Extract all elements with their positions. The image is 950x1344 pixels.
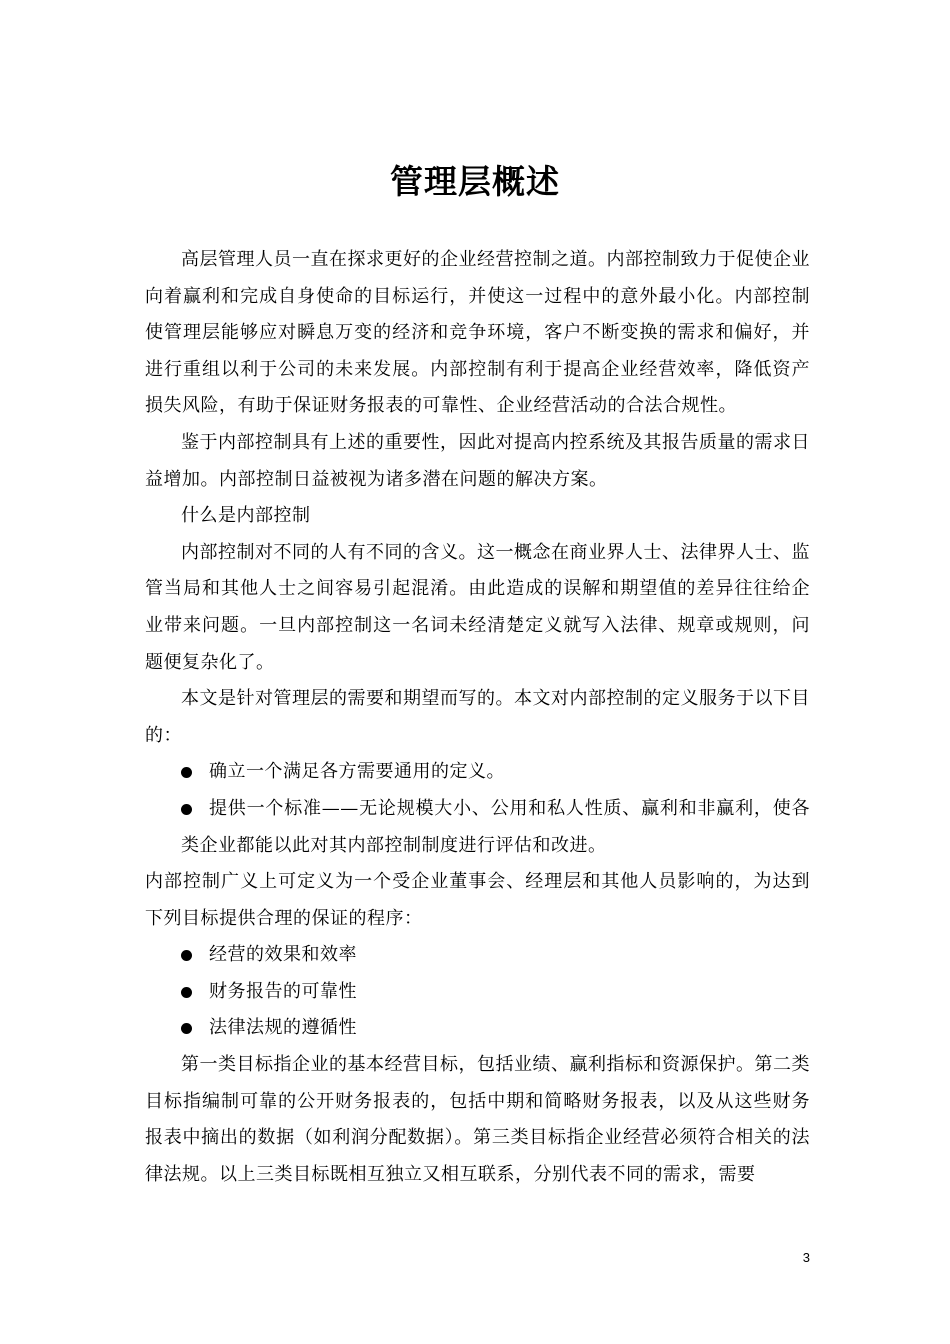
bullet-icon	[181, 1023, 192, 1034]
page-title: 管理层概述	[390, 162, 560, 202]
paragraph-definition: 内部控制广义上可定义为一个受企业董事会、经理层和其他人员影响的，为达到下列目标提供合理的保证的程序：	[145, 871, 810, 929]
list-item-text: 提供一个标准——无论规模大小、公用和私人性质、赢利和非赢利，使各类企业都能以此对其内部控制制度进行评估和改进。	[181, 797, 810, 856]
bullet-icon	[181, 804, 192, 815]
list-item	[145, 754, 810, 791]
paragraph-importance: 鉴于内部控制具有上述的重要性，因此对提高内控系统及其报告质量的需求日益增加。内部控制日益被视为诸多潜在问题的解决方案。	[145, 431, 810, 490]
list-item	[145, 937, 810, 974]
page-number: 3	[802, 1250, 810, 1265]
list-item	[145, 974, 810, 1011]
list-item-text: 经营的效果和效率	[209, 944, 357, 966]
paragraph-purpose: 本文是针对管理层的需要和期望而写的。本文对内部控制的定义服务于以下目的：	[145, 688, 810, 746]
list-item-text: 法律法规的遵循性	[209, 1017, 357, 1039]
bullet-icon	[181, 987, 192, 998]
bullet-icon	[181, 767, 192, 778]
list-item-text: 财务报告的可靠性	[209, 980, 357, 1002]
list-item	[145, 1010, 810, 1047]
paragraph-objectives: 第一类目标指企业的基本经营目标，包括业绩、赢利指标和资源保护。第二类目标指编制可靠的公开财务报表的，包括中期和简略财务报表，以及从这些财务报表中摘出的数据（如利润分配数据）。第三类目标指企业经营必须符合相关的法律法规。以上三类目标既相互独立又相互联系，分别代表不同的需求，需要	[145, 1054, 810, 1185]
paragraph-intro: 高层管理人员一直在探求更好的企业经营控制之道。内部控制致力于促使企业向着赢利和完成自身使命的目标运行，并使这一过程中的意外最小化。内部控制使管理层能够应对瞬息万变的经济和竞争环境，客户不断变换的需求和偏好，并进行重组以利于公司的未来发展。内部控制有利于提高企业经营效率，降低资产损失风险，有助于保证财务报表的可靠性、企业经营活动的合法合规性。	[145, 249, 810, 417]
list-item	[145, 791, 810, 864]
document-body	[145, 242, 810, 1193]
section-heading-what-is-internal-control: 什么是内部控制	[181, 505, 311, 527]
list-item-text: 确立一个满足各方需要通用的定义。	[209, 761, 505, 783]
paragraph-meanings: 内部控制对不同的人有不同的含义。这一概念在商业界人士、法律界人士、监管当局和其他人士之间容易引起混淆。由此造成的误解和期望值的差异往往给企业带来问题。一旦内部控制这一名词未经清楚定义就写入法律、规章或规则，问题便复杂化了。	[145, 541, 810, 673]
bullet-icon	[181, 950, 192, 961]
